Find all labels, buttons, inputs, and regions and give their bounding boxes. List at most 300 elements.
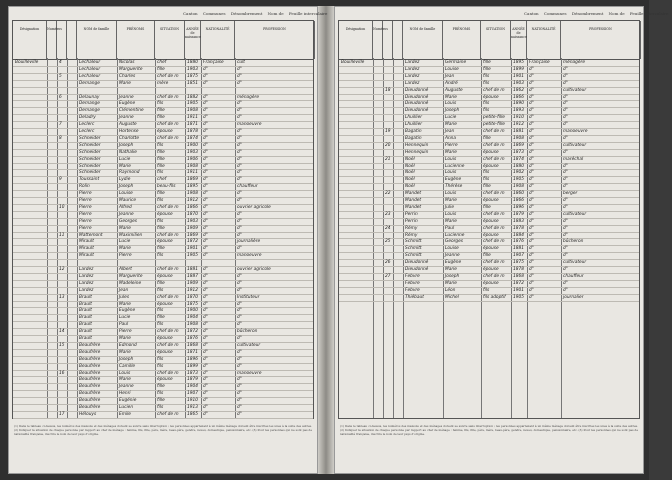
table-row <box>13 391 313 397</box>
profession: d° <box>237 170 242 176</box>
surname: Bagatin <box>405 129 422 134</box>
table-row <box>13 150 313 156</box>
relationship: petite-fille <box>483 122 505 128</box>
birth-year: 1870 <box>187 294 198 300</box>
nationality: d° <box>529 101 534 107</box>
surname: Schneider <box>79 163 101 169</box>
relationship: chef de m <box>157 329 179 335</box>
first-name: Charles <box>119 73 136 79</box>
table-row <box>13 384 313 390</box>
birth-year: 1883 <box>513 218 524 224</box>
birth-year: 1874 <box>513 156 524 162</box>
birth-year: 1907 <box>513 253 524 259</box>
column-header: NATIONALITÉ <box>527 21 561 59</box>
nationality: d° <box>529 122 534 128</box>
nationality: d° <box>529 149 534 155</box>
table-row <box>13 212 313 218</box>
surname: Lardez <box>79 280 94 286</box>
relationship: chef de m <box>483 211 505 217</box>
first-name: Albert <box>119 267 132 272</box>
surname: Lardez <box>405 80 420 86</box>
first-name: Germaine <box>445 60 467 65</box>
profession: manoeuvre <box>237 253 262 259</box>
relationship: fils <box>157 308 164 314</box>
relationship: fils <box>483 177 490 183</box>
surname: Lechaleur <box>79 73 101 79</box>
profession: d° <box>237 129 242 134</box>
nationality: d° <box>529 232 534 238</box>
household-number: 5 <box>59 73 62 79</box>
relationship: chef de m <box>483 129 505 134</box>
nationality: d° <box>203 66 208 72</box>
nationality: d° <box>203 315 208 321</box>
first-name: Marie <box>119 301 131 307</box>
nationality: d° <box>203 294 208 300</box>
nationality: d° <box>529 135 534 141</box>
relationship: épouse <box>483 149 499 155</box>
relationship: chef de m <box>483 156 505 162</box>
surname: Brault <box>79 294 92 300</box>
household-number: 7 <box>59 122 62 128</box>
profession: d° <box>237 356 242 362</box>
running-head-item: Dénombrement <box>571 11 604 16</box>
first-name: Lucie <box>119 156 131 162</box>
first-name: Marie <box>445 218 457 224</box>
nationality: d° <box>529 108 534 114</box>
first-name: Lucie <box>445 115 457 121</box>
nationality: d° <box>203 322 208 328</box>
nationality: d° <box>529 156 534 162</box>
household-number: 14 <box>59 329 65 335</box>
nationality: d° <box>203 349 208 355</box>
nationality: d° <box>529 80 534 86</box>
profession: d° <box>237 280 242 286</box>
table-row <box>339 74 639 80</box>
profession: d° <box>563 149 568 155</box>
profession: d° <box>237 315 242 321</box>
household-number: 20 <box>385 142 391 148</box>
relationship: fille <box>483 253 491 259</box>
surname: Beaufrère <box>79 349 101 355</box>
first-name: Auguste <box>119 122 137 128</box>
household-number: 13 <box>59 294 65 300</box>
relationship: chef de m <box>157 204 179 210</box>
birth-year: 1879 <box>513 211 524 217</box>
nationality: d° <box>203 73 208 79</box>
profession: manoeuvre <box>563 129 588 134</box>
nationality: Française <box>529 60 550 65</box>
table-row <box>339 60 639 66</box>
nationality: d° <box>203 163 208 169</box>
birth-year: 1882 <box>187 94 198 100</box>
nationality: d° <box>529 115 534 121</box>
birth-year: 1866 <box>513 94 524 100</box>
nationality: d° <box>203 184 208 190</box>
profession: d° <box>563 287 568 293</box>
table-row <box>13 412 313 418</box>
profession: d° <box>237 163 242 169</box>
surname: Schmitt <box>405 239 422 245</box>
column-header: NOM de famille <box>403 21 443 59</box>
column-header: Désignation <box>339 21 373 59</box>
column-header: Numéros <box>373 21 383 59</box>
relationship: fille <box>157 246 165 252</box>
relationship: fille <box>157 66 165 72</box>
birth-year: 1869 <box>187 177 198 183</box>
relationship: épouse <box>157 301 173 307</box>
relationship: épouse <box>483 232 499 238</box>
household-number: 18 <box>385 87 391 93</box>
table-row <box>13 267 313 273</box>
relationship: fils <box>483 287 490 293</box>
relationship: fille <box>157 191 165 197</box>
nationality: d° <box>203 198 208 203</box>
profession: berger <box>563 191 578 197</box>
first-name: Eugène <box>119 101 136 107</box>
birth-year: 1868 <box>187 342 198 348</box>
profession: chauffeur <box>563 273 584 279</box>
profession: ménagère <box>563 60 585 65</box>
nationality: d° <box>529 94 534 100</box>
profession: cultivateur <box>563 142 587 148</box>
column-header: Désignation <box>13 21 47 59</box>
birth-year: 1878 <box>513 267 524 272</box>
nationality: d° <box>203 204 208 210</box>
surname: Mattemont <box>79 232 103 238</box>
nationality: d° <box>203 115 208 121</box>
table-row <box>339 191 639 197</box>
nationality: d° <box>203 122 208 128</box>
table-row <box>339 122 639 128</box>
surname: Perrin <box>405 218 418 224</box>
surname: Lardez <box>79 267 94 272</box>
relationship: chef de m <box>483 142 505 148</box>
profession: d° <box>237 101 242 107</box>
nationality: d° <box>203 356 208 362</box>
column-header: PRÉNOMS <box>117 21 155 59</box>
relationship: épouse <box>157 336 173 341</box>
first-name: Louis <box>445 211 457 217</box>
surname: Demange <box>79 101 100 107</box>
relationship: épouse <box>157 273 173 279</box>
birth-year: 1896 <box>513 204 524 210</box>
first-name: Emile <box>119 411 131 417</box>
table-row <box>13 164 313 170</box>
first-name: Louis <box>445 191 457 197</box>
nationality: d° <box>529 163 534 169</box>
row-rule <box>339 301 639 302</box>
first-name: Lydie <box>119 177 131 183</box>
surname: Lardez <box>405 60 420 65</box>
running-head-item: Communes <box>202 11 226 16</box>
relationship: chef de m <box>157 73 179 79</box>
profession: d° <box>563 184 568 190</box>
first-name: Joseph <box>119 356 134 362</box>
nationality: d° <box>203 384 208 390</box>
surname: Deladry <box>79 115 96 121</box>
profession: d° <box>563 101 568 107</box>
first-name: Jeanne <box>445 253 460 259</box>
profession: d° <box>237 363 242 369</box>
profession: d° <box>237 405 242 410</box>
surname: Bagatin <box>405 135 422 141</box>
relationship: fils <box>157 198 164 203</box>
relationship: épouse <box>483 280 499 286</box>
birth-year: 1904 <box>187 315 198 321</box>
surname: Thiébaut <box>405 294 424 300</box>
nationality: d° <box>529 170 534 176</box>
birth-year: 1880 <box>187 60 198 65</box>
household-number: 19 <box>385 129 391 134</box>
first-name: Jeanne <box>119 211 134 217</box>
profession: d° <box>563 80 568 86</box>
birth-year: 1910 <box>187 398 198 404</box>
birth-year: 1901 <box>513 73 524 79</box>
first-name: Charlotte <box>119 135 139 141</box>
relationship: épouse <box>483 163 499 169</box>
table-row <box>13 136 313 142</box>
first-name: Jules <box>119 294 130 300</box>
locality-label: Bouilleville <box>341 60 365 65</box>
surname: Mirault <box>79 239 94 245</box>
surname: Beaufrère <box>79 370 101 376</box>
profession: d° <box>237 198 242 203</box>
table-row <box>339 253 639 259</box>
profession: d° <box>563 66 568 72</box>
relationship: chef de m <box>157 342 179 348</box>
first-name: Léon <box>445 287 456 293</box>
first-name: Louis <box>445 101 457 107</box>
profession: d° <box>237 177 242 183</box>
birth-year: 1896 <box>187 356 198 362</box>
profession: bûcheron <box>237 329 258 335</box>
birth-year: 1903 <box>187 218 198 224</box>
profession: d° <box>237 411 242 417</box>
row-rule <box>13 418 313 419</box>
nationality: d° <box>203 101 208 107</box>
birth-year: 1876 <box>187 336 198 341</box>
column-header: ANNÉE de naissance <box>511 21 527 59</box>
relationship: fille <box>157 108 165 114</box>
first-name: Maurice <box>119 198 137 203</box>
birth-year: 1875 <box>187 73 198 79</box>
profession: d° <box>563 280 568 286</box>
first-name: Jean <box>445 73 455 79</box>
table-row <box>339 198 639 204</box>
table-row <box>13 157 313 163</box>
column-header: Numéros <box>47 21 57 59</box>
birth-year: 1903 <box>513 80 524 86</box>
relationship: fils <box>483 101 490 107</box>
relationship: chef de m <box>483 225 505 231</box>
relationship: épouse <box>157 211 173 217</box>
profession: cultivateur <box>237 342 261 348</box>
relationship: fille <box>483 66 491 72</box>
birth-year: 1912 <box>513 122 524 128</box>
table-row <box>339 233 639 239</box>
surname: Dieudonné <box>405 108 429 114</box>
nationality: d° <box>529 280 534 286</box>
table-row <box>13 198 313 204</box>
nationality: d° <box>529 239 534 245</box>
running-head-item: Canton <box>524 11 539 16</box>
profession: d° <box>237 287 242 293</box>
birth-year: 1887 <box>187 273 198 279</box>
birth-year: 1905 <box>513 294 524 300</box>
table-row <box>13 88 313 94</box>
first-name: Georges <box>119 218 137 224</box>
relationship: épouse <box>157 239 173 245</box>
surname: Hélouys <box>79 411 97 417</box>
table-row <box>339 205 639 211</box>
profession: d° <box>237 301 242 307</box>
nationality: d° <box>203 239 208 245</box>
relationship: fils <box>157 142 164 148</box>
nationality: d° <box>529 177 534 183</box>
nationality: d° <box>529 294 534 300</box>
table-row <box>13 350 313 356</box>
profession: d° <box>237 73 242 79</box>
surname: Lechaleur <box>79 60 101 65</box>
first-name: Camille <box>119 363 136 369</box>
birth-year: 1890 <box>513 101 524 107</box>
nationality: d° <box>203 253 208 259</box>
table-row <box>339 88 639 94</box>
table-row <box>339 108 639 114</box>
household-number: 26 <box>385 260 391 266</box>
nationality: d° <box>203 370 208 376</box>
surname: Dieudonné <box>405 101 429 107</box>
relationship: petite-fille <box>483 115 505 121</box>
first-name: Joseph <box>445 273 460 279</box>
table-row <box>13 170 313 176</box>
profession: journalier <box>563 294 584 300</box>
table-row <box>13 308 313 314</box>
column-header: SITUATION <box>481 21 511 59</box>
table-row <box>13 343 313 349</box>
profession: d° <box>237 211 242 217</box>
surname: Febvre <box>405 273 420 279</box>
birth-year: 1905 <box>187 253 198 259</box>
surname: Lardez <box>79 287 94 293</box>
nationality: d° <box>203 398 208 404</box>
first-name: Pierre <box>119 253 132 259</box>
first-name: Louise <box>445 246 459 252</box>
table-row <box>13 108 313 114</box>
relationship: épouse <box>157 377 173 383</box>
table-row <box>13 122 313 128</box>
surname: Noël <box>405 170 415 176</box>
nationality: d° <box>203 342 208 348</box>
birth-year: 1869 <box>187 232 198 238</box>
surname: Lardez <box>405 66 420 72</box>
profession: ouvrier agricole <box>237 204 271 210</box>
surname: Beaufrère <box>79 405 101 410</box>
surname: Leclerc <box>79 122 95 128</box>
profession: d° <box>563 115 568 121</box>
first-name: Lucie <box>119 239 131 245</box>
nationality: d° <box>203 225 208 231</box>
column-header: ANNÉE de naissance <box>185 21 201 59</box>
nationality: d° <box>203 391 208 397</box>
table-row <box>13 60 313 66</box>
surname: Rémy <box>405 225 418 231</box>
profession: d° <box>237 135 242 141</box>
relationship: chef de m <box>157 267 179 272</box>
profession: d° <box>563 267 568 272</box>
profession: d° <box>237 349 242 355</box>
surname: Brault <box>79 322 92 328</box>
nationality: d° <box>529 211 534 217</box>
first-name: Marie <box>445 198 457 203</box>
profession: d° <box>237 377 242 383</box>
birth-year: 1874 <box>187 135 198 141</box>
nationality: d° <box>529 218 534 224</box>
nationality: d° <box>203 80 208 86</box>
relationship: chef de m <box>157 370 179 376</box>
nationality: d° <box>203 336 208 341</box>
table-row <box>13 74 313 80</box>
birth-year: 1905 <box>187 101 198 107</box>
birth-year: 1908 <box>513 135 524 141</box>
table-row <box>339 150 639 156</box>
profession: d° <box>237 336 242 341</box>
household-number: 22 <box>385 191 391 197</box>
first-name: Louise <box>445 66 459 72</box>
surname: Pierre <box>79 218 92 224</box>
profession: d° <box>237 322 242 328</box>
table-row <box>339 246 639 252</box>
relationship: fils <box>157 287 164 293</box>
table-row <box>339 143 639 149</box>
nationality: d° <box>203 108 208 114</box>
relationship: fils <box>157 253 164 259</box>
relationship: fille <box>157 384 165 390</box>
relationship: épouse <box>157 349 173 355</box>
birth-year: 1895 <box>187 184 198 190</box>
household-number: 9 <box>59 177 62 183</box>
first-name: Edmond <box>119 342 137 348</box>
surname: Mirault <box>79 253 94 259</box>
relationship: beau-fils <box>157 184 176 190</box>
profession: manoeuvre <box>237 122 262 128</box>
table-row <box>13 281 313 287</box>
nationality: d° <box>203 363 208 369</box>
surname: Dieudonné <box>405 260 429 266</box>
nationality: d° <box>203 142 208 148</box>
first-name: Marguerite <box>119 66 143 72</box>
table-row <box>13 239 313 245</box>
surname: Dieudonné <box>405 94 429 100</box>
household-number: 12 <box>59 267 65 272</box>
profession: d° <box>563 177 568 183</box>
birth-year: 1908 <box>187 108 198 114</box>
table-row <box>13 364 313 370</box>
surname: Brault <box>79 308 92 314</box>
first-name: André <box>445 80 458 86</box>
birth-year: 1872 <box>187 239 198 245</box>
household-number: 10 <box>59 204 65 210</box>
running-head-item: Nom de <box>267 11 284 16</box>
first-name: Marie <box>119 336 131 341</box>
household-number: 16 <box>59 370 65 376</box>
first-name: Georges <box>445 239 463 245</box>
birth-year: 1908 <box>187 191 198 197</box>
table-row <box>339 267 639 273</box>
profession: cultivateur <box>563 211 587 217</box>
birth-year: 1903 <box>187 149 198 155</box>
surname: Noël <box>405 156 415 162</box>
